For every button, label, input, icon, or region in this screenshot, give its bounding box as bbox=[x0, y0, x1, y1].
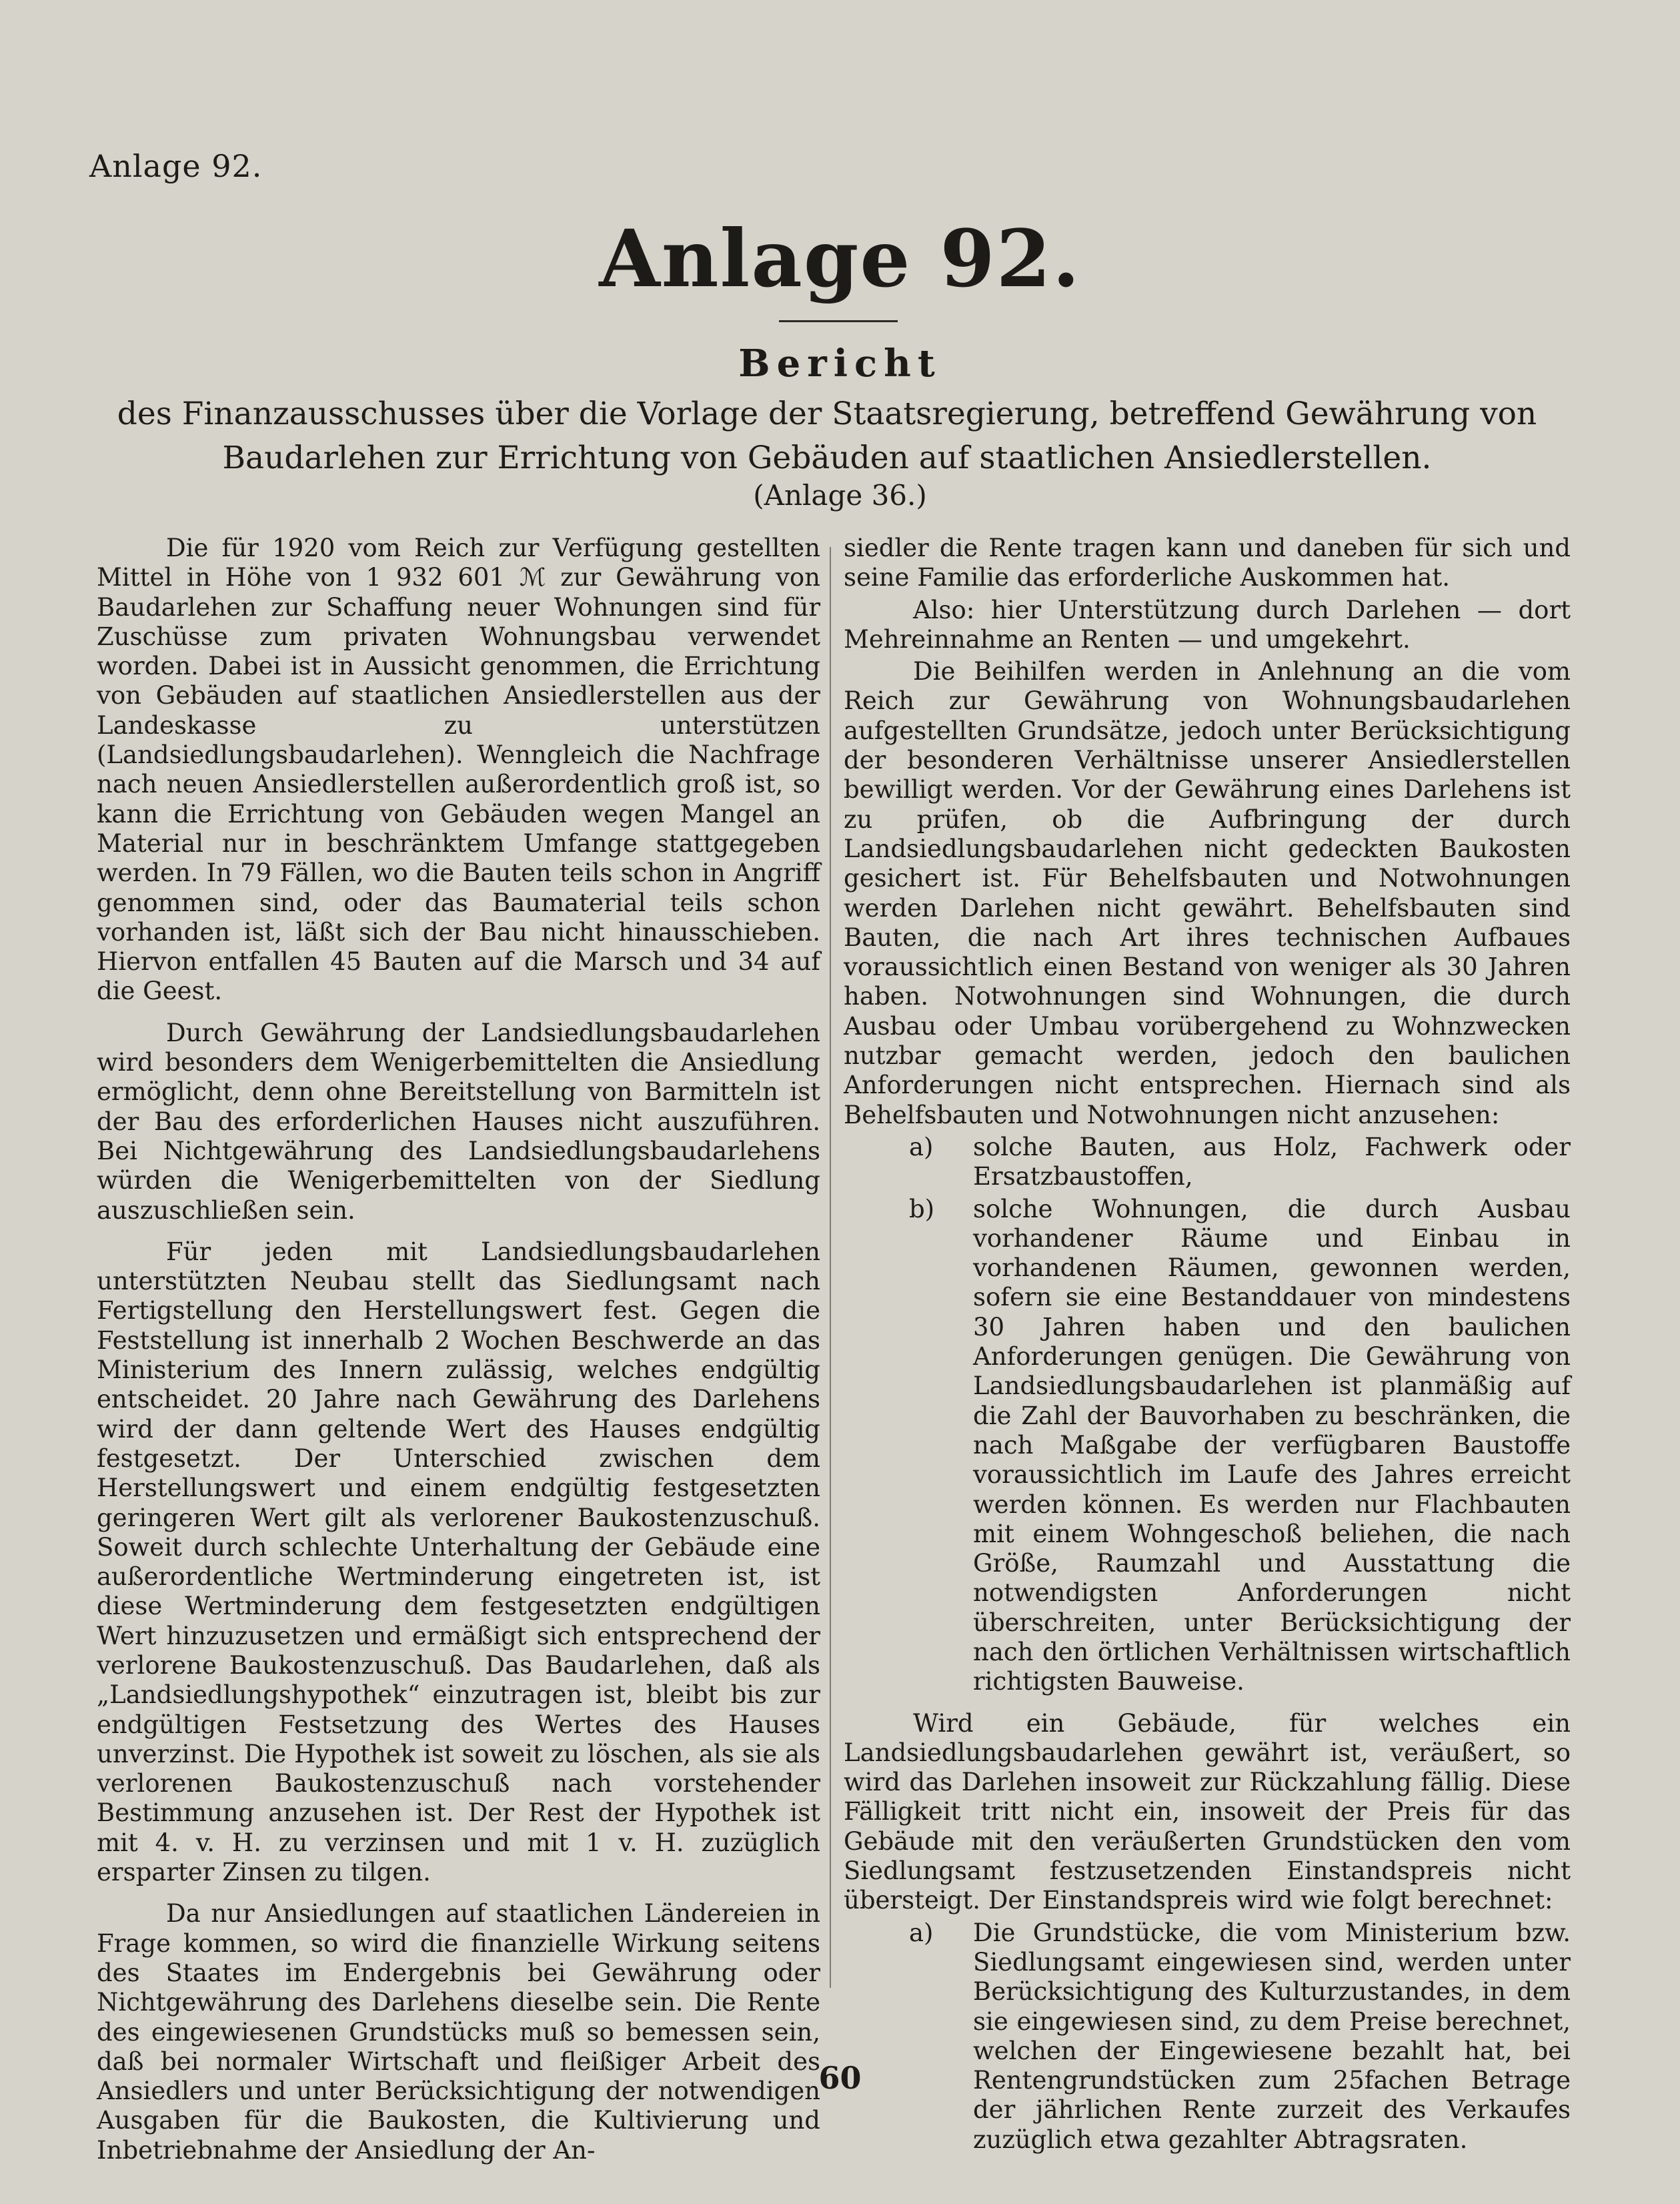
list-marker: b) bbox=[909, 1194, 935, 1223]
right-column bbox=[844, 534, 1571, 2155]
page-title: Anlage 92. bbox=[599, 212, 1081, 305]
left-column bbox=[97, 534, 820, 2165]
paragraph: Für jeden mit Landsiedlungsbaudarlehen unterstützten Neubau stellt das Siedlungsamt nach Fertigstellung den Herstellungswert fest. Gegen die Feststellung ist innerhalb 2 Wochen Beschwerde an das Ministerium des Innern zulässig, welches endgültig entscheidet. 20 Jahre nach Gewährung des Darlehens wird der dann geltende Wert des Hauses endgültig festgesetzt. Der Unterschied zwischen dem Herstellungswert und einem endgültig festgesetzten geringeren Wert gilt als verlorener Baukostenzuschuß. Soweit durch schlechte Unterhaltung der Gebäude eine außerordentliche Wertminderung eingetreten ist, ist diese Wertminderung dem festgesetzten endgültigen Wert hinzuzusetzen und ermäßigt sich entsprechend der verlorene Baukostenzuschuß. Das Baudarlehen, daß als „Landsiedlungshypothek“ einzutragen ist, bleibt bis zur endgültigen Festsetzung des Wertes des Hauses unverzinst. Die Hypothek ist soweit zu löschen, als sie als verlorenen Baukostenzuschuß nach vorstehender Bestimmung anzusehen ist. Der Rest der Hypothek ist mit 4. v. H. zu verzinsen und mit 1 v. H. zuzüglich ersparter Zinsen zu tilgen. bbox=[97, 1237, 820, 1887]
list-marker: a) bbox=[909, 1918, 934, 1947]
list-item-text: solche Wohnungen, die durch Ausbau vorhandener Räume und Einbau in vorhandenen Räumen, gewonnen werden, sofern sie eine Bestanddauer von mindestens 30 Jahren haben und den baulichen Anforderungen genügen. Die Gewährung von Landsiedlungsbaudarlehen ist planmäßig auf die Zahl der Bauvorhaben zu beschränken, die nach Maßgabe der verfügbaren Baustoffe voraussichtlich im Laufe des Jahres erreicht werden können. Es werden nur Flachbauten mit einem Wohngeschoß beliehen, die nach Größe, Raumzahl und Ausstattung die notwendigsten Anforderungen nicht überschreiten, unter Berücksichtigung der nach den örtlichen Verhältnissen wirtschaftlich richtigsten Bauweise. bbox=[973, 1194, 1571, 1696]
paragraph: Die für 1920 vom Reich zur Verfügung gestellten Mittel in Höhe von 1 932 601 ℳ zur Gewährung von Baudarlehen zur Schaffung neuer Wohnungen sind für Zuschüsse zum privaten Wohnungsbau verwendet worden. Dabei ist in Aussicht genommen, die Errichtung von Gebäuden auf staatlichen Ansiedlerstellen aus der Landeskasse zu unterstützen (Landsiedlungsbaudarlehen). Wenngleich die Nachfrage nach neuen Ansiedlerstellen außerordentlich groß ist, so kann die Errichtung von Gebäuden wegen Mangel an Material nur in beschränktem Umfange stattgegeben werden. In 79 Fällen, wo die Bauten teils schon in Angriff genommen sind, oder das Baumaterial teils schon vorhanden ist, läßt sich der Bau nicht hinausschieben. Hiervon entfallen 45 Bauten auf die Marsch und 34 auf die Geest. bbox=[97, 534, 820, 1006]
report-heading: Bericht bbox=[738, 342, 942, 386]
paragraph: Da nur Ansiedlungen auf staatlichen Ländereien in Frage kommen, so wird die finanzielle Wirkung seitens des Staates im Endergebnis bei Gewährung oder Nichtgewährung des Darlehens dieselbe sein. Die Rente des eingewiesenen Grundstücks muß so bemessen sein, daß bei normaler Wirtschaft und fleißiger Arbeit des Ansiedlers und unter Berücksichtigung der notwendigen Ausgaben für die Baukosten, die Kultivierung und Inbetriebnahme der Ansiedlung der An- bbox=[97, 1899, 820, 2165]
page-number: 60 bbox=[818, 2060, 862, 2096]
list-item bbox=[844, 1195, 1571, 1697]
list-item-text: Die Grundstücke, die vom Ministerium bzw. Siedlungsamt eingewiesen sind, werden unter Berücksichtigung des Kulturzustandes, in dem sie eingewiesen sind, zu dem Preise berechnet, welchen der Eingewiesene bezahlt hat, bei Rentengrundstücken zum 25fachen Betrage der jährlichen Rente zurzeit des Verkaufes zuzüglich etwa gezahlter Abtragsraten. bbox=[973, 1918, 1571, 2154]
paragraph: Durch Gewährung der Landsiedlungsbaudarlehen wird besonders dem Wenigerbemittelten die Ansiedlung ermöglicht, denn ohne Bereitstellung von Barmitteln ist der Bau des erforderlichen Hauses nicht auszuführen. Bei Nichtgewährung des Landsiedlungsbaudarlehens würden die Wenigerbemittelten von der Siedlung auszuschließen sein. bbox=[97, 1018, 820, 1225]
list-item bbox=[844, 1133, 1571, 1192]
list-marker: a) bbox=[909, 1132, 934, 1161]
running-head: Anlage 92. bbox=[89, 148, 263, 184]
list-item-text: solche Bauten, aus Holz, Fachwerk oder Ersatzbaustoffen, bbox=[973, 1132, 1571, 1191]
paragraph: Wird ein Gebäude, für welches ein Landsiedlungsbaudarlehen gewährt ist, veräußert, so wird das Darlehen insoweit zur Rückzahlung fällig. Diese Fälligkeit tritt nicht ein, insoweit der Preis für das Gebäude mit den veräußerten Grundstücken den vom Siedlungsamt festzusetzenden Einstandspreis nicht übersteigt. Der Einstandspreis wird wie folgt berechnet: bbox=[844, 1708, 1571, 1915]
attachment-reference: (Anlage 36.) bbox=[753, 479, 927, 512]
title-rule bbox=[779, 320, 898, 322]
column-divider bbox=[830, 547, 831, 1988]
list-item bbox=[844, 1918, 1571, 2155]
paragraph: Also: hier Unterstützung durch Darlehen — dort Mehreinnahme an Renten — und umgekehrt. bbox=[844, 595, 1571, 654]
paragraph: Die Beihilfen werden in Anlehnung an die vom Reich zur Gewährung von Wohnungsbaudarlehen aufgestellten Grundsätze, jedoch unter Berücksichtigung der besonderen Verhältnisse unserer Ansiedlerstellen bewilligt werden. Vor der Gewährung eines Darlehens ist zu prüfen, ob die Aufbringung der durch Landsiedlungsbaudarlehen nicht gedeckten Baukosten gesichert ist. Für Behelfsbauten und Notwohnungen werden Darlehen nicht gewährt. Behelfsbauten sind Bauten, die nach Art ihres technischen Aufbaues voraussichtlich einen Bestand von weniger als 30 Jahren haben. Notwohnungen sind Wohnungen, die durch Ausbau oder Umbau vorübergehend zu Wohnzwecken nutzbar gemacht werden, jedoch den baulichen Anforderungen nicht entsprechen. Hiernach sind als Behelfsbauten und Notwohnungen nicht anzusehen: bbox=[844, 657, 1571, 1129]
report-subtitle: des Finanzausschusses über die Vorlage der Staatsregierung, betreffend Gewährung von Baudarlehen zur Errichtung von Gebäuden auf staatlichen Ansiedlerstellen. bbox=[117, 396, 1537, 476]
paragraph-continuation: siedler die Rente tragen kann und daneben für sich und seine Familie das erforderliche Auskommen hat. bbox=[844, 534, 1571, 592]
